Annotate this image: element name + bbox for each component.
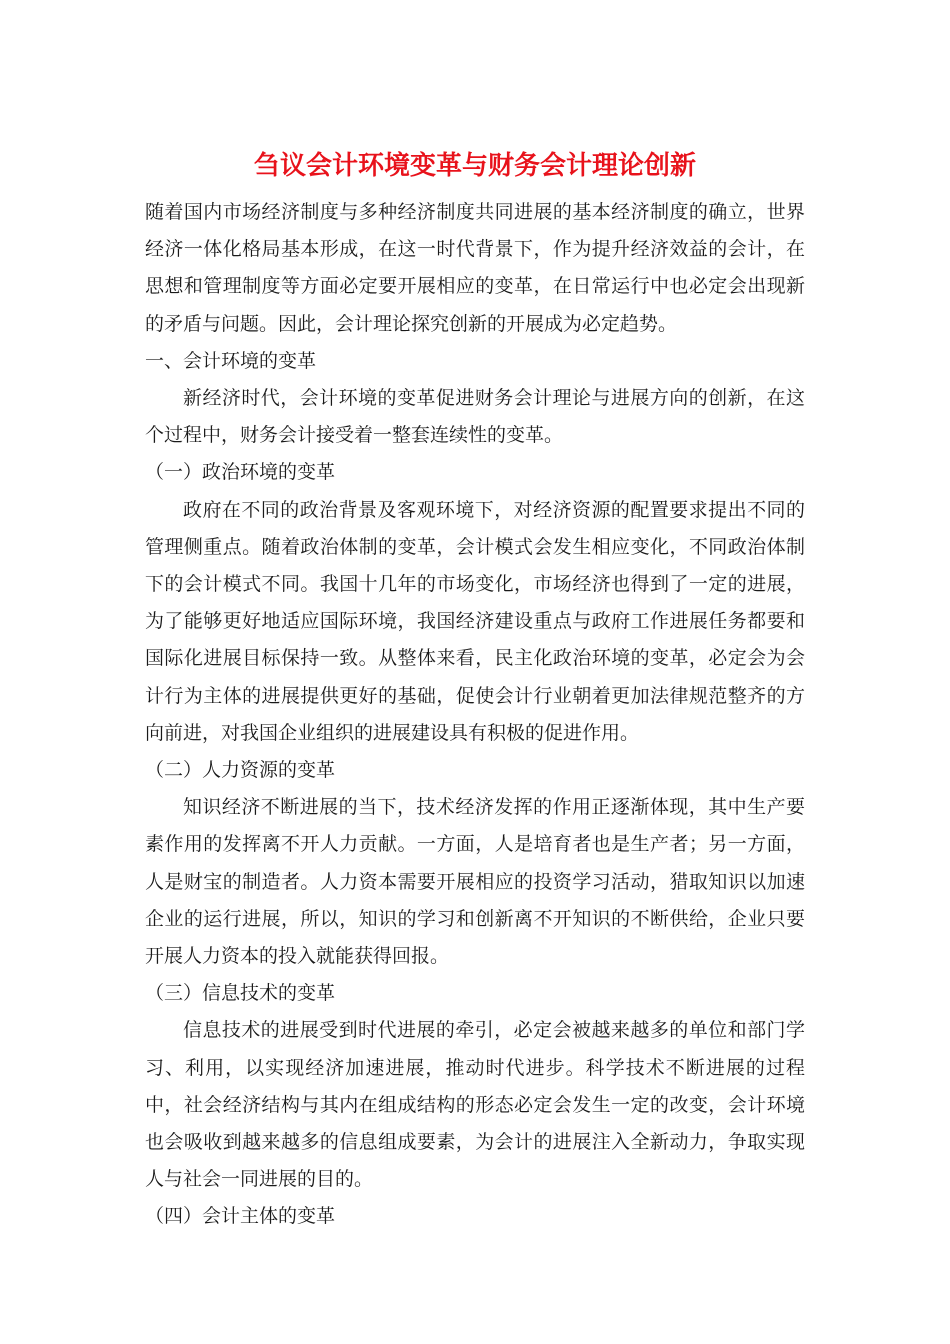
- subsection-heading: （四）会计主体的变革: [145, 1205, 336, 1228]
- document-body: [145, 194, 805, 1236]
- body-paragraph: 知识经济不断进展的当下，技术经济发挥的作用正逐渐体现，其中生产要素作用的发挥离不开人力贡献。一方面，人是培育者也是生产者；另一方面，人是财宝的制造者。人力资本需要开展相应的投资学习活动，猎取知识以加速企业的运行进展，所以，知识的学习和创新离不开知识的不断供给，企业只要开展人力资本的投入就能获得回报。: [145, 796, 805, 968]
- subsection-heading: （二）人力资源的变革: [145, 759, 336, 782]
- body-paragraph: 政府在不同的政治背景及客观环境下，对经济资源的配置要求提出不同的管理侧重点。随着政治体制的变革，会计模式会发生相应变化，不同政治体制下的会计模式不同。我国十几年的市场变化，市场经济也得到了一定的进展，为了能够更好地适应国际环境，我国经济建设重点与政府工作进展任务都要和国际化进展目标保持一致。从整体来看，民主化政治环境的变革，必定会为会计行为主体的进展提供更好的基础，促使会计行业朝着更加法律规范整齐的方向前进，对我国企业组织的进展建设具有积极的促进作用。: [145, 498, 805, 744]
- section-heading: 一、会计环境的变革: [145, 349, 317, 372]
- subsection-heading: （一）政治环境的变革: [145, 461, 336, 484]
- body-paragraph: 新经济时代，会计环境的变革促进财务会计理论与进展方向的创新，在这个过程中，财务会计接受着一整套连续性的变革。: [145, 387, 805, 447]
- document-title: 刍议会计环境变革与财务会计理论创新: [253, 151, 696, 181]
- intro-paragraph: 随着国内市场经济制度与多种经济制度共同进展的基本经济制度的确立，世界经济一体化格局基本形成，在这一时代背景下，作为提升经济效益的会计，在思想和管理制度等方面必定要开展相应的变革，在日常运行中也必定会出现新的矛盾与问题。因此，会计理论探究创新的开展成为必定趋势。: [145, 201, 805, 335]
- subsection-heading: （三）信息技术的变革: [145, 982, 336, 1005]
- body-paragraph: 信息技术的进展受到时代进展的牵引，必定会被越来越多的单位和部门学习、利用，以实现经济加速进展，推动时代进步。科学技术不断进展的过程中，社会经济结构与其内在组成结构的形态必定会发生一定的改变，会计环境也会吸收到越来越多的信息组成要素，为会计的进展注入全新动力，争取实现人与社会一同进展的目的。: [145, 1019, 805, 1191]
